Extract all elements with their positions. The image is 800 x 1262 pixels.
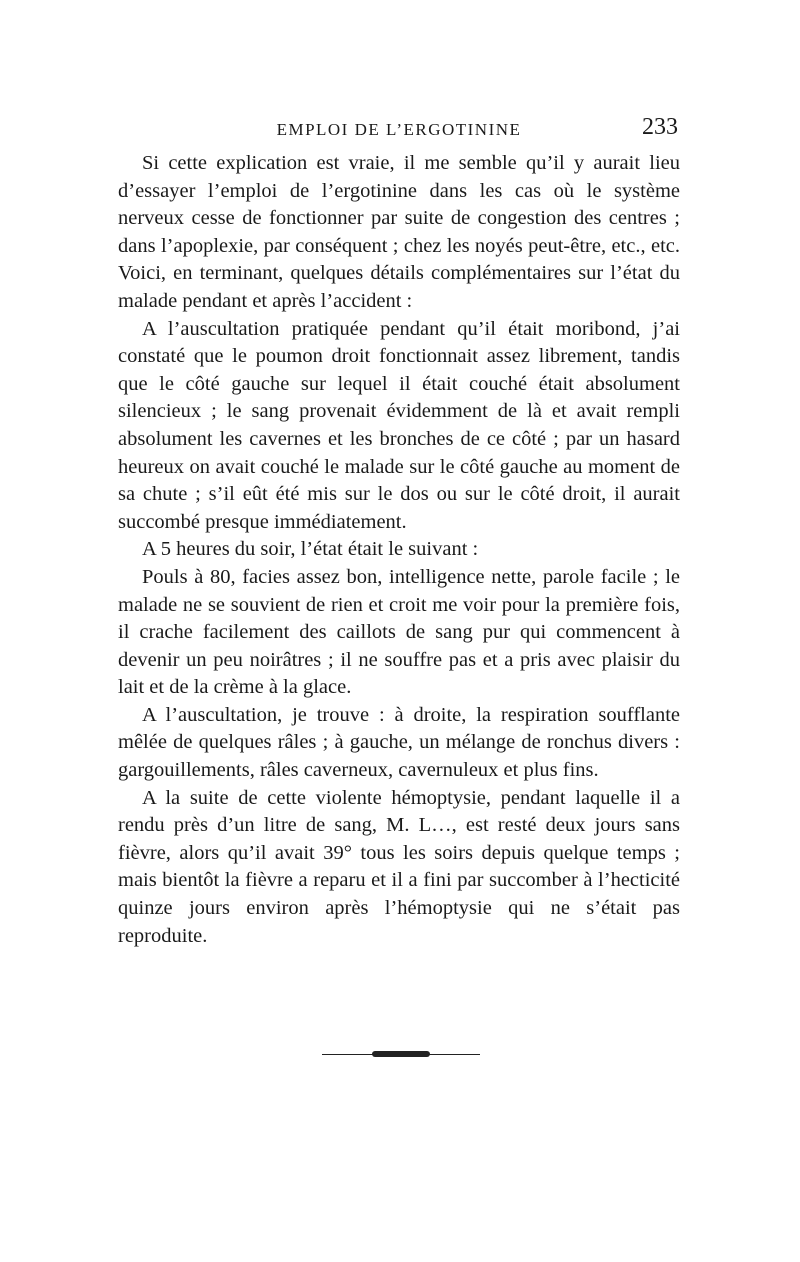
paragraph-auscultation-moribond: A l’auscultation pratiquée pendant qu’il était moribond, j’ai constaté que le poumon droit fonctionnait assez librement, tandis que le côté gauche sur lequel il était couché était absolument silencieux ; le sang provenait évidemment de là et avait rempli absolument les cavernes et les bronches de ce côté ; par un hasard heureux on avait couché le malade sur le côté gauche au moment de sa chute ; s’il eût été mis sur le dos ou sur le côté droit, il aurait succombé presque immédiatement. [118,317,680,533]
end-ornament-rule [322,1050,480,1058]
page-header [118,112,680,146]
running-title: EMPLOI DE L’ERGOTININE [276,120,522,139]
paragraph-pouls: Pouls à 80, facies assez bon, intelligence nette, parole facile ; le malade ne se souvient de rien et croit me voir pour la première fois, il crache facilement des caillots de sang pur qui commencent à devenir un peu noirâtres ; il ne souffre pas et a pris avec plaisir du lait et de la crème à la glace. [118,565,680,699]
paragraph-hemoptysie: A la suite de cette violente hémoptysie, pendant laquelle il a rendu près d’un litre de sang, M. L…, est resté deux jours sans fièvre, alors qu’il avait 39° tous les soirs depuis quelque temps ; mais bientôt la fièvre a reparu et il a fini par succomber à l’hecticité quinze jours environ après l’hémoptysie qui ne s’était pas reproduite. [118,786,680,947]
page-body [118,150,680,950]
paragraph-cinq-heures: A 5 heures du soir, l’état était le suivant : [142,538,479,561]
paragraph-explication: Si cette explication est vraie, il me semble qu’il y aurait lieu d’essayer l’emploi de l’ergotinine dans les cas où le système nerveux cesse de fonctionner par suite de congestion des centres ; dans l’apoplexie, par conséquent ; chez les noyés peut-être, etc., etc. Voici, en terminant, quelques détails complémentaires sur l’état du malade pendant et après l’accident : [118,152,680,312]
page-number: 233 [642,114,678,140]
paragraph-auscultation-droite: A l’auscultation, je trouve : à droite, la respiration soufflante mêlée de quelques râles ; à gauche, un mélange de ronchus divers : gargouillements, râles caverneux, cavernuleux et plus fins. [118,703,680,782]
